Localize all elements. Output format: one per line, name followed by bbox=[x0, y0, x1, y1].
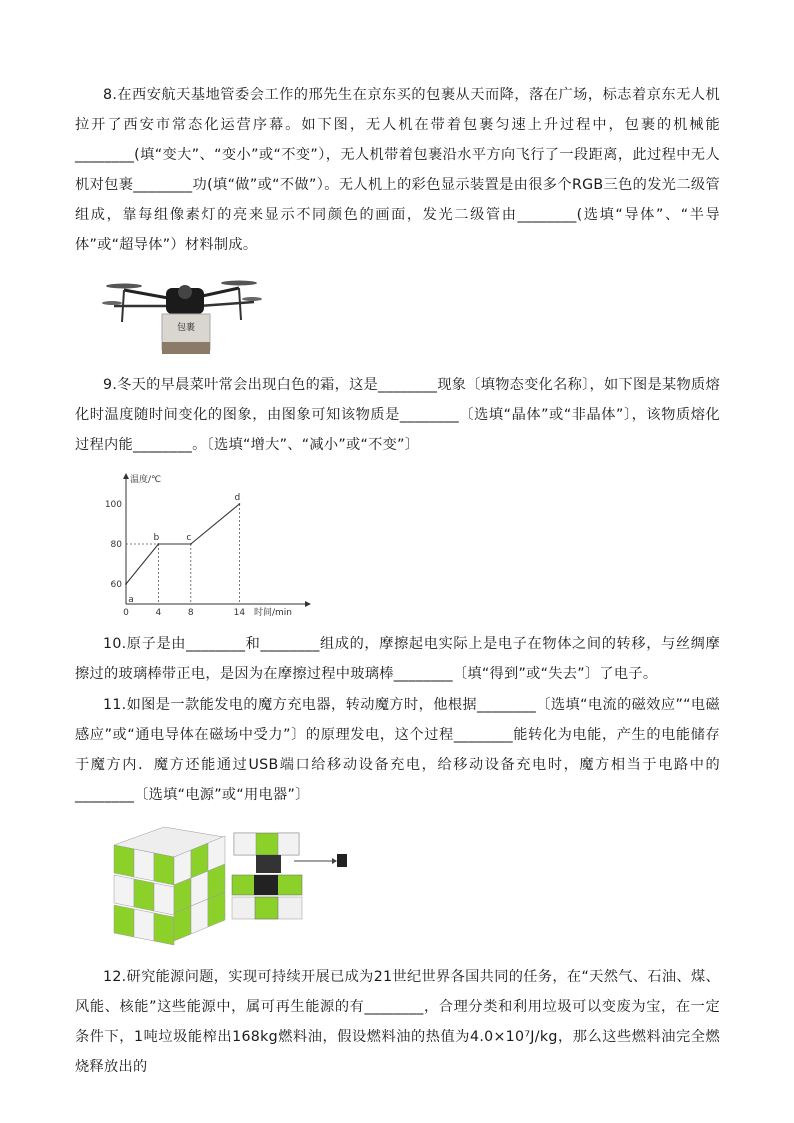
cube-tile bbox=[134, 879, 154, 911]
point-label: b bbox=[153, 533, 160, 543]
y-tick-label: 100 bbox=[104, 500, 122, 510]
x-tick-label: 4 bbox=[155, 608, 162, 618]
cube-tile bbox=[134, 849, 154, 881]
big-cube bbox=[114, 827, 225, 945]
question-8 bbox=[75, 80, 720, 260]
data-point bbox=[158, 543, 160, 545]
y-axis-label: 温度/℃ bbox=[130, 475, 162, 485]
question-9 bbox=[75, 370, 720, 460]
data-point bbox=[190, 543, 192, 545]
question-text: 如图是一款能发电的魔方充电器，转动魔方时，他根据________〔选填“电流的磁效应”“电磁感应”或“通电导体在磁场中受力”〕的原理发电，这个过程________能转化为电能，产生的电能储存于魔方内．魔方还能通过USB端口给移动设备充电，给移动设备充电时，魔方相当于电路中的________〔选填“电源”或“用电器”〕 bbox=[75, 697, 720, 803]
melting-chart-svg bbox=[104, 470, 323, 618]
melting-chart bbox=[104, 470, 323, 618]
cube-tile bbox=[154, 883, 174, 915]
cube-tile bbox=[154, 913, 174, 945]
drone-image bbox=[104, 270, 259, 362]
point-label: c bbox=[186, 533, 192, 543]
cube-tile bbox=[154, 853, 174, 885]
question-number: 10. bbox=[103, 636, 127, 652]
question-number: 9. bbox=[103, 377, 118, 393]
data-point bbox=[125, 583, 127, 585]
cube-charger-image bbox=[104, 825, 349, 947]
question-number: 12. bbox=[103, 969, 127, 985]
data-point bbox=[239, 503, 241, 505]
question-number: 11. bbox=[103, 697, 127, 713]
question-text: 冬天的早晨菜叶常会出现白色的霜，这是________现象〔填物态变化名称〕，如下图是某物质熔化时温度随时间变化的图象，由图象可知该物质是________〔选填“晶体”或“非晶体”〕，该物质熔化过程内能________。〔选填“增大”、“减小”或“不变”〕 bbox=[75, 377, 720, 453]
cube-charger-figure bbox=[104, 825, 349, 947]
cube-tile bbox=[134, 909, 154, 941]
question-12 bbox=[75, 962, 720, 1082]
question-11 bbox=[75, 690, 720, 810]
question-number: 8. bbox=[103, 87, 118, 103]
y-tick-label: 60 bbox=[110, 580, 122, 590]
point-label: a bbox=[128, 595, 134, 605]
x-axis-arrow bbox=[305, 601, 311, 607]
cube-tile bbox=[114, 905, 134, 937]
question-10 bbox=[75, 629, 720, 689]
x-tick-label: 0 bbox=[123, 608, 129, 618]
x-tick-label: 8 bbox=[187, 608, 194, 618]
drone-figure bbox=[104, 270, 259, 362]
x-tick-label: 14 bbox=[233, 608, 246, 618]
cube-tile bbox=[114, 875, 134, 907]
question-text: 原子是由________和________组成的，摩擦起电实际上是电子在物体之间的转移，与丝绸摩擦过的玻璃棒带正电，是因为在摩擦过程中玻璃棒________〔填“得到”或“失去”〕了电子。 bbox=[75, 636, 720, 682]
question-text: 研究能源问题，实现可持续开展已成为21世纪世界各国共同的任务，在“天然气、石油、煤、风能、核能”这些能源中，属可再生能源的有________，合理分类和利用垃圾可以变废为宝，在一定条件下，1吨垃圾能榨出168kg燃料油，假设燃料油的热值为4.0×10⁷J/kg，那么这些燃料油完全燃烧释放出的 bbox=[75, 969, 720, 1075]
point-label: d bbox=[234, 493, 241, 503]
package-label: 包裹 bbox=[176, 323, 196, 333]
cube-tile bbox=[114, 845, 134, 877]
y-tick-label: 80 bbox=[110, 540, 122, 550]
x-axis-label: 时间/min bbox=[254, 608, 293, 618]
exploded-cube bbox=[232, 833, 347, 919]
question-text: 在西安航天基地管委会工作的邢先生在京东买的包裹从天而降，落在广场，标志着京东无人机拉开了西安市常态化运营序幕。如下图，无人机在带着包裹匀速上升过程中，包裹的机械能________(填“变大”、“变小”或“不变”），无人机带着包裹沿水平方向飞行了一段距离，此过程中无人机对包裹________功(填“做”或“不做”）。无人机上的彩色显示装置是由很多个RGB三色的发光二级管组成，靠每组像素灯的亮来显示不同颜色的画面，发光二级管由________(选填“导体”、“半导体”或“超导体”）材料制成。 bbox=[75, 87, 720, 253]
y-axis-arrow bbox=[123, 473, 129, 479]
